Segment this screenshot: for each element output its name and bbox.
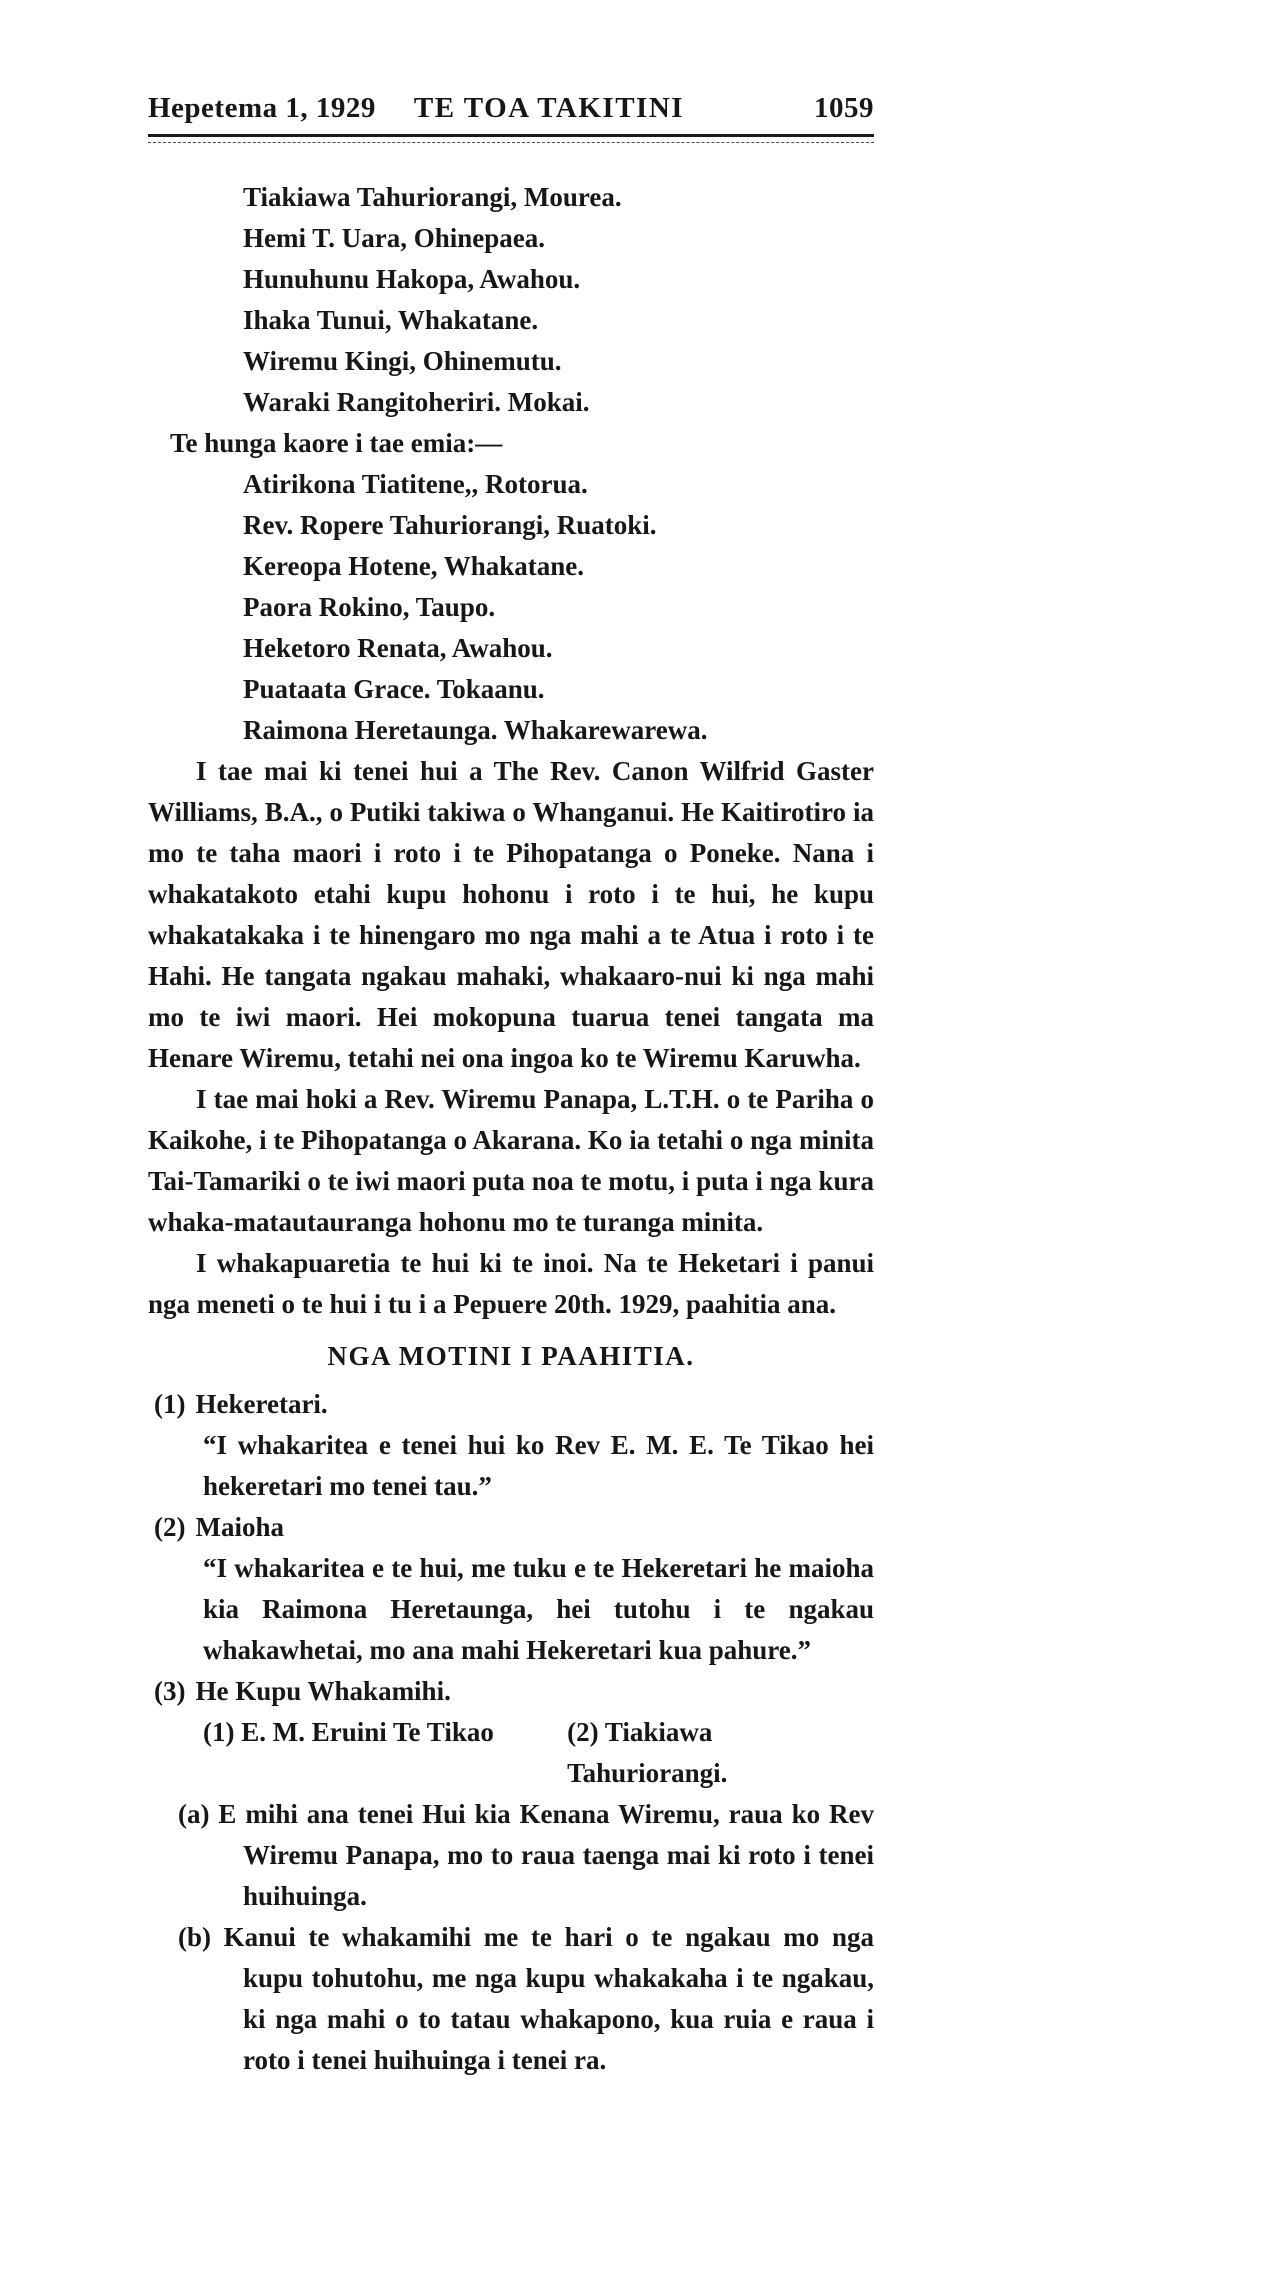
attendee-item: Hemi T. Uara, Ohinepaea. [243, 223, 545, 253]
motion-3-title: He Kupu Whakamihi. [195, 1676, 451, 1706]
motion-2-label [154, 1507, 874, 1548]
attendee-item: Waraki Rangitoheriri. Mokai. [243, 387, 590, 417]
motion-1-text: “I whakaritea e tenei hui ko Rev E. M. E. Te Tikao hei hekeretari mo tenei tau.” [203, 1430, 874, 1501]
motion-2-text: “I whakaritea e te hui, me tuku e te Hekeretari he maioha kia Raimona Heretaunga, hei tutohu i te ngakau whakawhetai, mo ana mahi Hekeretari kua pahure.” [203, 1553, 874, 1665]
page-number: 1059 [814, 92, 874, 124]
attendee-item: Tiakiawa Tahuriorangi, Mourea. [243, 182, 622, 212]
absent-intro: Te hunga kaore i tae emia:— [170, 428, 503, 458]
issue-date: Hepetema 1, 1929 [148, 92, 376, 124]
publication-title: TE TOA TAKITINI [413, 92, 685, 124]
absentee-item: Atirikona Tiatitene,, Rotorua. [243, 469, 588, 499]
absentee-item: Paora Rokino, Taupo. [243, 592, 496, 622]
absentee-item: Rev. Ropere Tahuriorangi, Ruatoki. [243, 510, 657, 540]
motion-1-title: Hekeretari. [195, 1389, 328, 1419]
signatory-right: (2) Tiakiawa Tahuriorangi. [567, 1717, 728, 1788]
motion-3-item-b: (b) Kanui te whakamihi me te hari o te ngakau mo nga kupu tohutohu, me nga kupu whakakaha i te ngakau, ki nga mahi o to tatau whakapono, kua ruia e raua i roto i tenei huihuinga i tenei ra. [178, 1922, 874, 2075]
motion-1-label [154, 1384, 874, 1425]
signatory-left: (1) E. M. Eruini Te Tikao [203, 1717, 494, 1747]
motion-1-number: (1) [154, 1389, 186, 1419]
attendee-list [243, 177, 874, 423]
motion-3-item-a: (a) E mihi ana tenei Hui kia Kenana Wiremu, raua ko Rev Wiremu Panapa, mo to raua taenga mai ki roto i tenei huihuinga. [178, 1799, 874, 1911]
motion-2-title: Maioha [195, 1512, 284, 1542]
absentee-list [243, 464, 874, 751]
attendee-item: Ihaka Tunui, Whakatane. [243, 305, 539, 335]
motion-3-label [154, 1671, 874, 1712]
motions-heading: NGA MOTINI I PAAHITIA. [327, 1341, 695, 1371]
motion-3-signatories [203, 1712, 874, 1794]
attendee-item: Hunuhunu Hakopa, Awahou. [243, 264, 581, 294]
paragraph-williams-visit: I tae mai ki tenei hui a The Rev. Canon Wilfrid Gaster Williams, B.A., o Putiki takiwa o Whanganui. He Kaitirotiro ia mo te taha maori i roto i te Pihopatanga o Poneke. Nana i whakatakoto etahi kupu hohonu i roto i te hui, he kupu whakatakaka i te hinengaro mo nga mahi a te Atua i roto i te Hahi. He tangata ngakau mahaki, whakaaro-nui ki nga mahi mo te iwi maori. Hei mokopuna tuarua tenei tangata ma Henare Wiremu, tetahi nei ona ingoa ko te Wiremu Karuwha. [148, 756, 874, 1073]
masthead [148, 92, 874, 125]
motion-2 [148, 1507, 874, 1671]
masthead-rule [148, 134, 874, 143]
absentee-item: Raimona Heretaunga. Whakarewarewa. [243, 715, 708, 745]
motion-2-number: (2) [154, 1512, 186, 1542]
motion-1 [148, 1384, 874, 1507]
absentee-item: Puataata Grace. Tokaanu. [243, 674, 545, 704]
absentee-item: Kereopa Hotene, Whakatane. [243, 551, 584, 581]
attendee-item: Wiremu Kingi, Ohinemutu. [243, 346, 562, 376]
page-content [148, 92, 874, 2081]
paragraph-opening-prayer: I whakapuaretia te hui ki te inoi. Na te Heketari i panui nga meneti o te hui i tu i a Pepuere 20th. 1929, paahitia ana. [148, 1248, 874, 1319]
paragraph-panapa-visit: I tae mai hoki a Rev. Wiremu Panapa, L.T.H. o te Pariha o Kaikohe, i te Pihopatanga o Akarana. Ko ia tetahi o nga minita Tai-Tamariki o te iwi maori puta noa te motu, i puta i nga kura whaka-matautauranga hohonu mo te turanga minita. [148, 1084, 874, 1237]
absentee-item: Heketoro Renata, Awahou. [243, 633, 553, 663]
motion-3 [148, 1671, 874, 2081]
motion-3-number: (3) [154, 1676, 186, 1706]
